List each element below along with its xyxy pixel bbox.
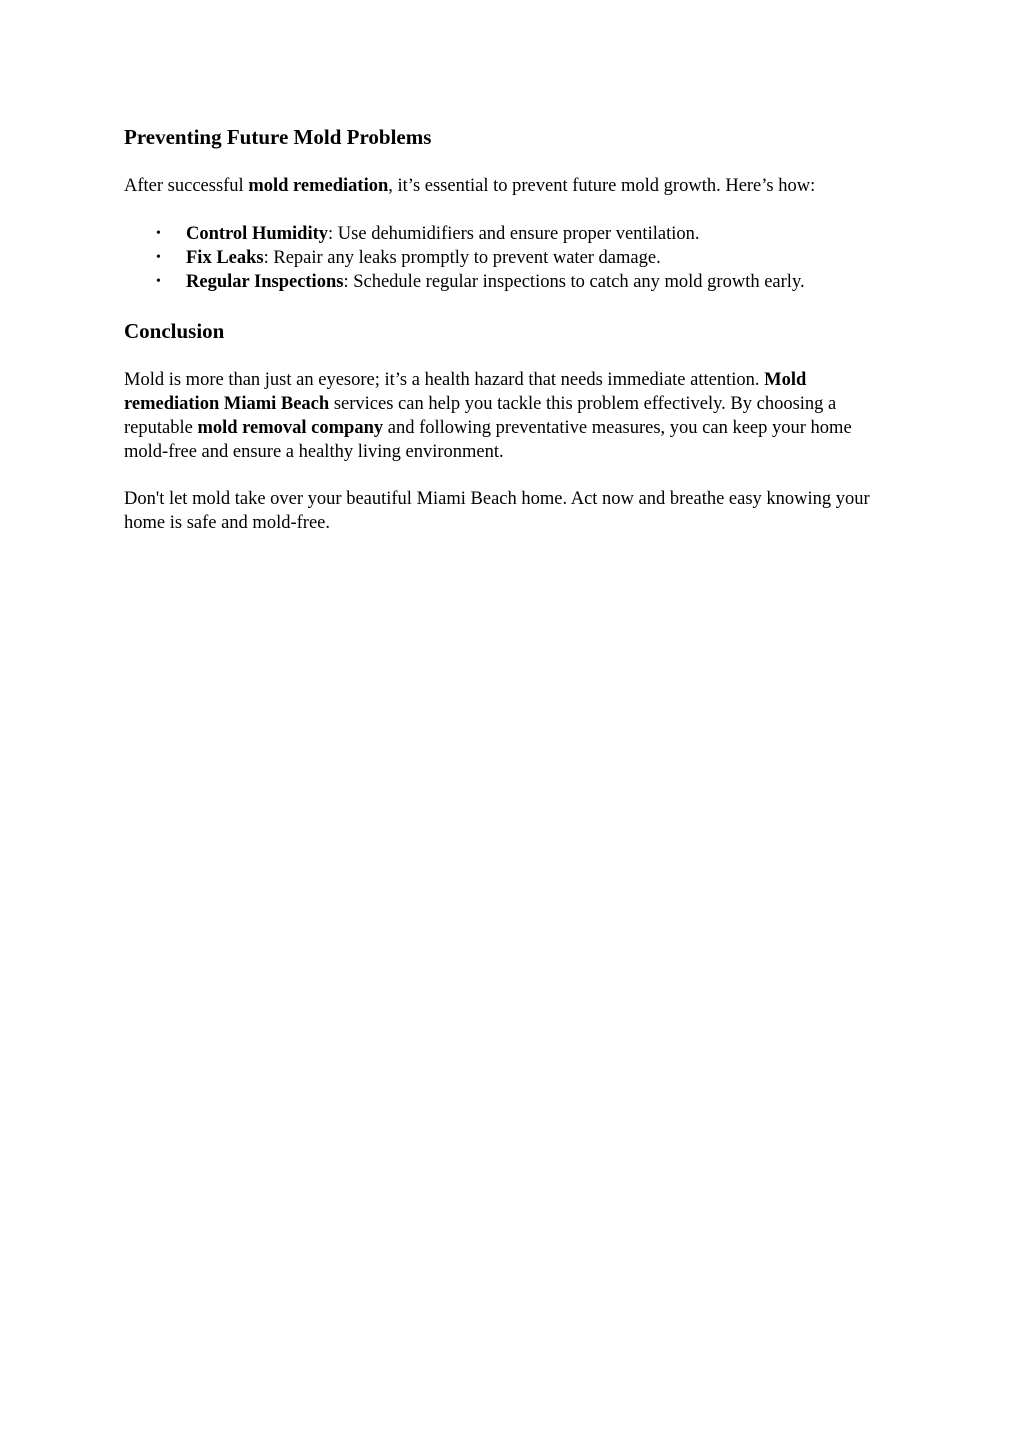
bullet-icon: • [156,226,161,241]
intro-bold-mold-remediation: mold remediation [248,176,389,196]
list-item-term: Control Humidity [186,224,329,244]
conclusion-text-2: services can help you tackle this problem effectively. By choosing a reputable [124,394,837,438]
list-item [124,246,914,270]
intro-text-end: , it’s essential to prevent future mold growth. Here’s how: [388,176,816,196]
section-heading-preventing: Preventing Future Mold Problems [124,125,432,149]
intro-text-start: After successful [124,176,249,196]
conclusion-bold-mold-remediation-miami-beach: Mold remediation Miami Beach [124,370,807,414]
bullet-icon: • [156,250,161,265]
list-item-term: Fix Leaks [186,248,264,268]
list-item-text: : Use dehumidifiers and ensure proper ventilation. [328,224,700,244]
call-to-action-paragraph: Don't let mold take over your beautiful Miami Beach home. Act now and breathe easy knowing your home is safe and mold-free. [124,489,870,533]
conclusion-text-3: and following preventative measures, you can keep your home mold-free and ensure a healthy living environment. [124,418,852,462]
list-item-text: : Schedule regular inspections to catch any mold growth early. [343,272,805,292]
list-item-term: Regular Inspections [186,272,344,292]
prevention-list [124,222,914,294]
conclusion-bold-mold-removal-company: mold removal company [197,418,384,438]
list-item [124,222,914,246]
section-heading-conclusion: Conclusion [124,319,225,343]
conclusion-paragraph [124,368,899,464]
list-item [124,270,914,294]
bullet-icon: • [156,274,161,289]
list-item-text: : Repair any leaks promptly to prevent water damage. [263,248,661,268]
intro-paragraph [124,174,914,198]
conclusion-text-1: Mold is more than just an eyesore; it’s a health hazard that needs immediate attention. [124,370,765,390]
